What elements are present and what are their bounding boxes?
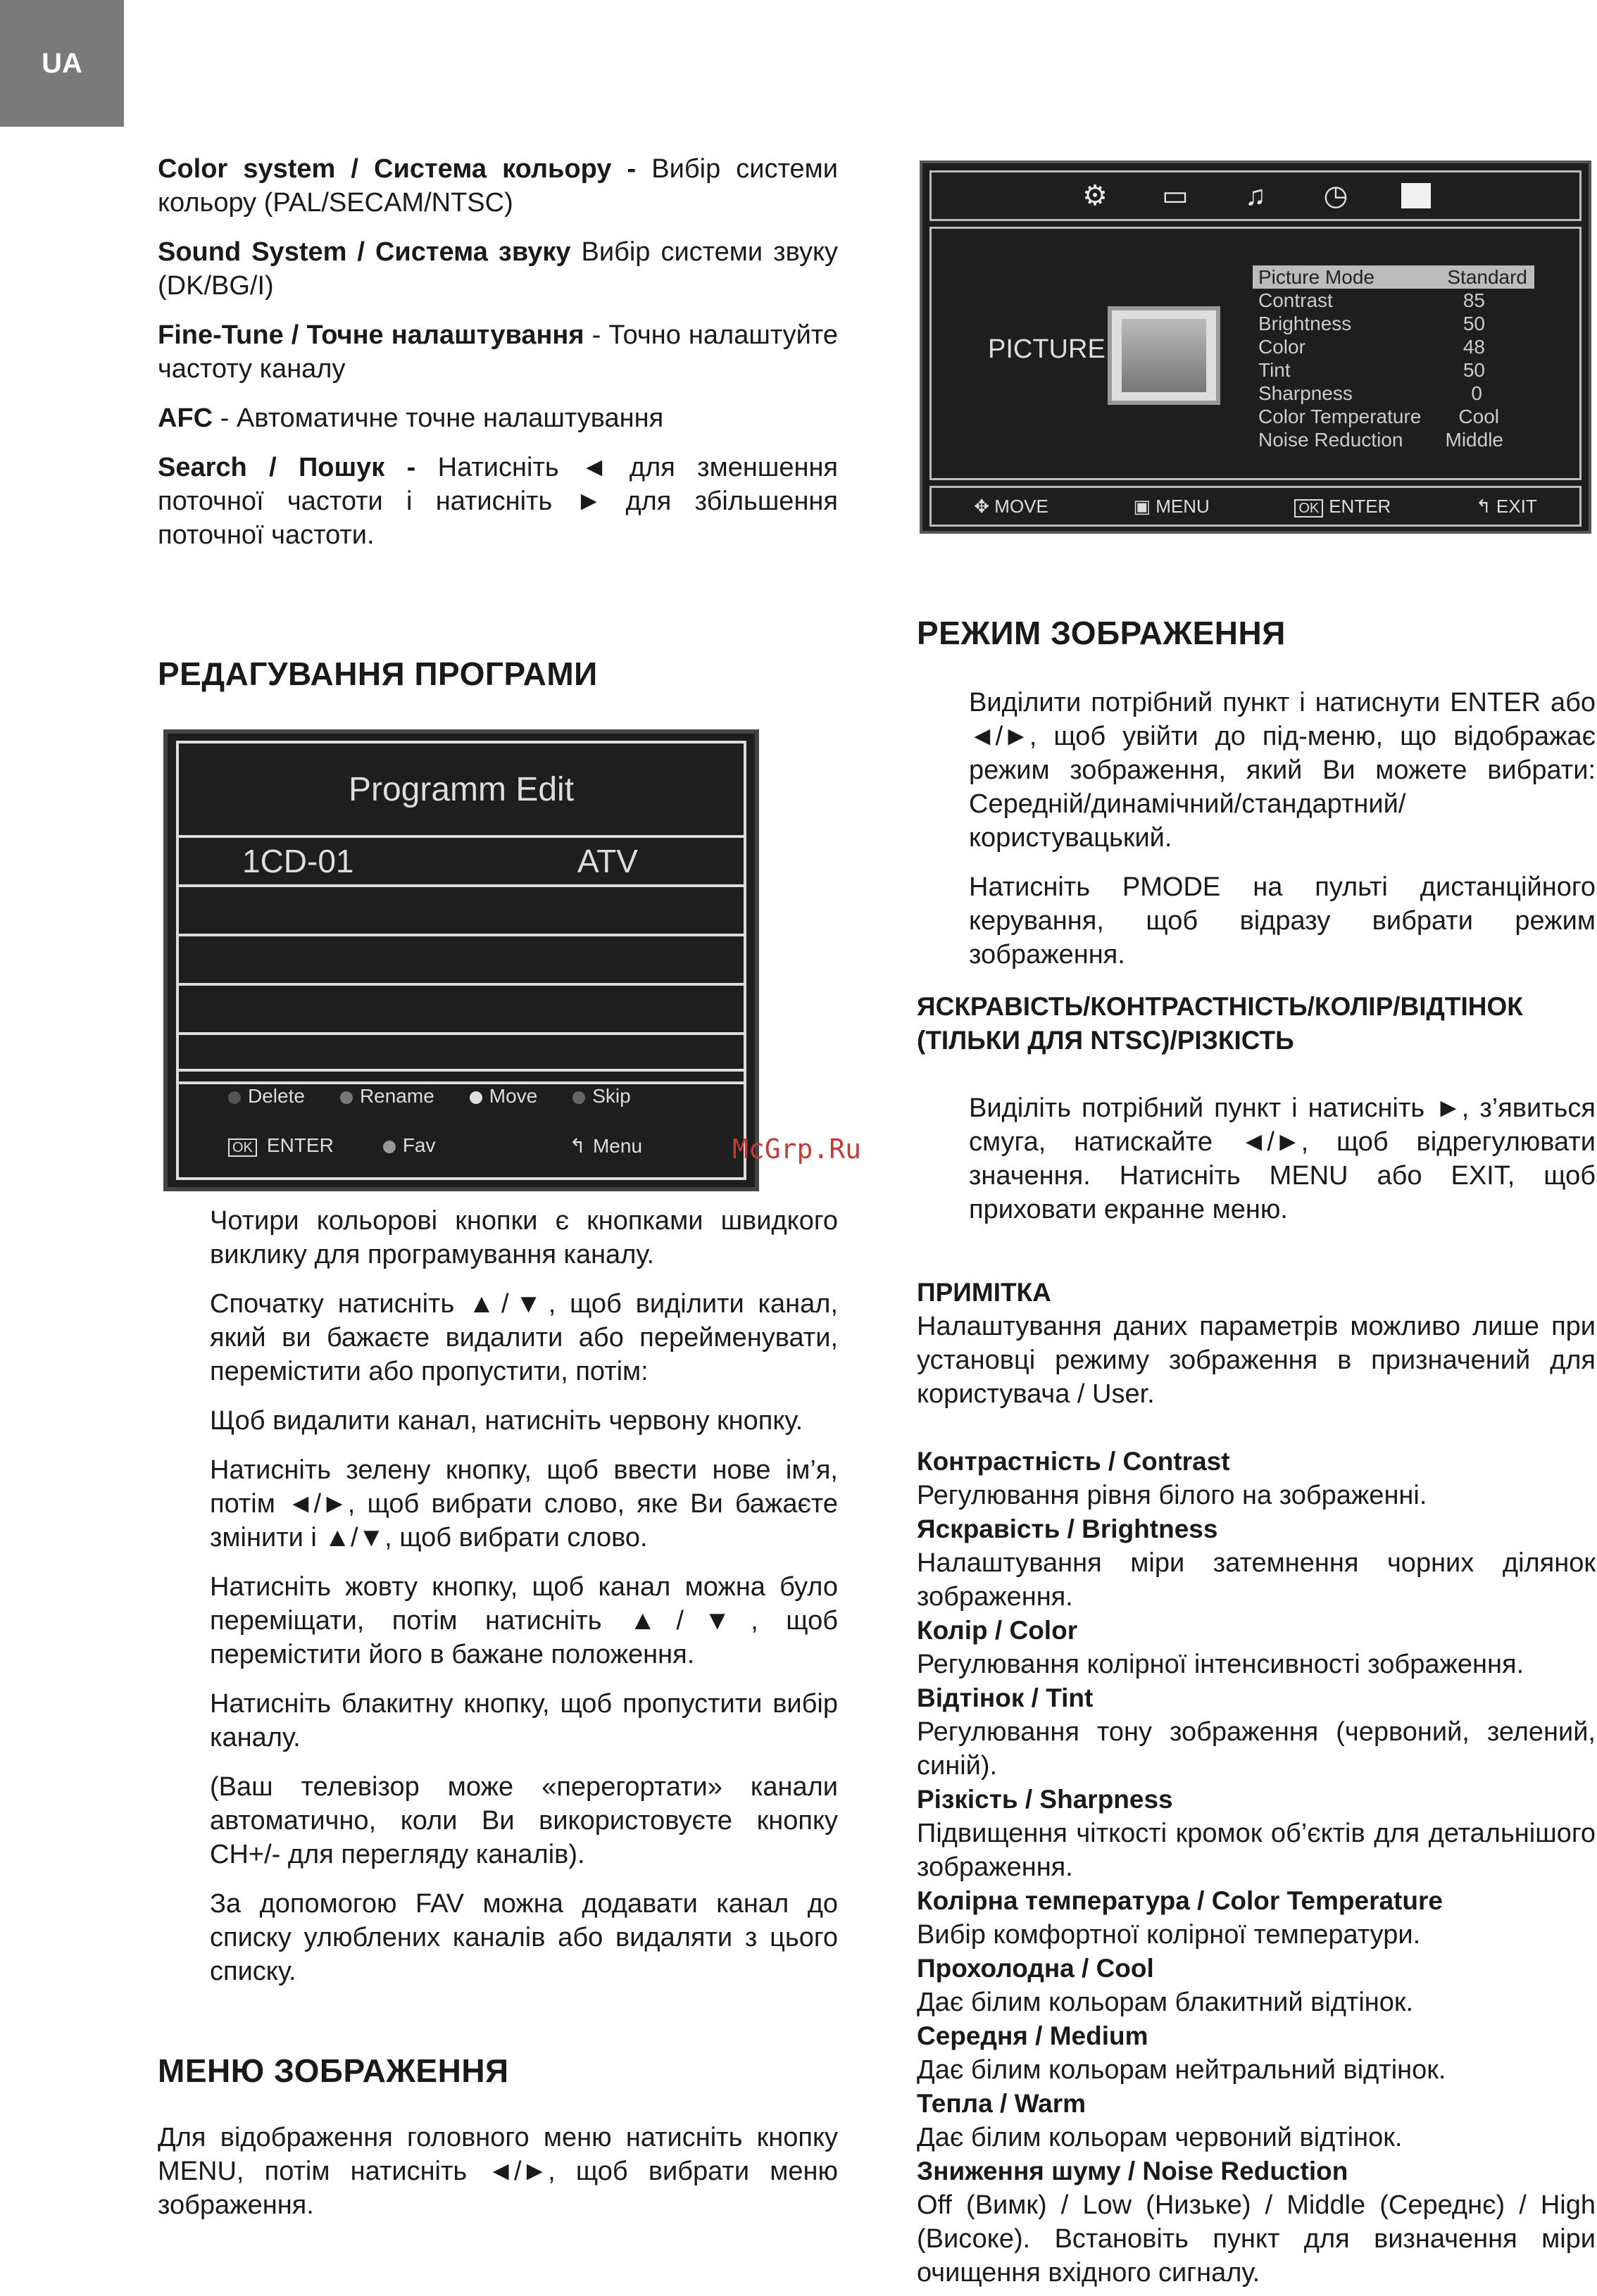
definition-text: Off (Вимк) / Low (Низьке) / Middle (Середнє) / High (Високе). Встановіть пункт для визначення міри очищення вхідного сигналу.	[917, 2190, 1596, 2288]
empty-row	[179, 887, 744, 936]
return-icon: ↰	[569, 1134, 586, 1157]
fav-icon	[383, 1141, 396, 1153]
setting-row: Contrast 85	[1258, 289, 1485, 311]
delete-hint: Delete	[228, 1085, 305, 1108]
paragraph: Натисніть блакитну кнопку, щоб пропустити вибір каналу.	[210, 1689, 838, 1752]
fav-hint: Fav	[383, 1134, 436, 1157]
search-desc: Search / Пошук - Натисніть ◄ для зменшення поточної частоти і натисніть ► для збільшення поточної частоти.	[158, 453, 839, 550]
return-icon: ↰	[1475, 495, 1496, 517]
program-edit-title: Programm Edit	[179, 744, 744, 838]
menu-hint: ▣ MENU	[1133, 495, 1210, 517]
definition-text: Підвищення чіткості кромок об’єктів для детальнішого зображення.	[917, 1819, 1596, 1882]
definition-text: Регулювання тону зображення (червоний, зелений, синій).	[917, 1717, 1596, 1781]
note-heading: ПРИМІТКА	[917, 1278, 1051, 1307]
section-label: PICTURE	[988, 334, 1106, 364]
channel-name: 1CD-01	[242, 843, 354, 879]
program-edit-heading: РЕДАГУВАННЯ ПРОГРАМИ	[158, 655, 598, 692]
music-icon: ♫	[1245, 180, 1266, 211]
paragraph: За допомогою FAV можна додавати канал до списку улюблених каналів або видаляти з цього списку.	[210, 1889, 838, 1986]
settings-description	[158, 152, 838, 567]
channel-type: ATV	[577, 843, 638, 879]
setting-row: Picture Mode Standard	[1253, 265, 1534, 289]
definition-term: Прохолодна / Cool	[917, 1954, 1154, 1983]
definition-term: Середня / Medium	[917, 2021, 1148, 2050]
picture-settings-list	[1253, 265, 1534, 451]
menu-hint: ↰ Menu	[569, 1134, 643, 1157]
definition-term: Зниження шуму / Noise Reduction	[917, 2157, 1348, 2185]
program-edit-text	[158, 1204, 838, 2004]
setting-row: Color 48	[1258, 336, 1485, 358]
picture-menu-heading: МЕНЮ ЗОБРАЖЕННЯ	[158, 2052, 509, 2089]
menu-icon-bar	[929, 170, 1582, 221]
brightness-text: Виділіть потрібний пункт і натисніть ►, з’явиться смуга, натискайте ◄/►, щоб відрегулювати значення. Натисніть MENU або EXIT, щоб приховати екранне меню.	[969, 1093, 1596, 1224]
picture-menu-footer	[929, 486, 1582, 527]
move-arrows-icon: ✥	[974, 495, 995, 517]
red-dot-icon	[228, 1091, 241, 1104]
blue-dot-icon	[572, 1091, 585, 1104]
paragraph: Виділити потрібний пункт і натиснути ENTER або ◄/►, щоб увійти до під-меню, що відображає режим зображення, який Ви можете вибрати: Середній/динамічний/стандартний/користувацький.	[969, 688, 1596, 853]
picture-menu-screen	[920, 161, 1591, 534]
exit-hint: ↰ EXIT	[1475, 495, 1537, 517]
language-tab: UA	[0, 0, 124, 127]
setting-row: Color Temperature Cool	[1258, 406, 1499, 427]
definition-text: Дає білим кольорам червоний відтінок.	[917, 2123, 1403, 2152]
definition-term: Різкість / Sharpness	[917, 1785, 1173, 1814]
definition-text: Регулювання рівня білого на зображенні.	[917, 1481, 1427, 1510]
yellow-dot-icon	[470, 1091, 482, 1104]
program-edit-screen	[163, 729, 759, 1191]
definition-text: Налаштування міри затемнення чорних ділянок зображення.	[917, 1548, 1596, 1612]
green-dot-icon	[340, 1091, 353, 1104]
picture-thumbnail	[1108, 306, 1220, 405]
enter-hint: OK ENTER	[228, 1134, 334, 1157]
note-block	[917, 1276, 1596, 1411]
picture-mode-text	[917, 686, 1596, 987]
program-edit-footer	[179, 1069, 744, 1177]
empty-row	[179, 936, 744, 986]
fine-tune-desc: Fine-Tune / Точне налаштування - Точно налаштуйте частоту каналу	[158, 320, 838, 384]
paragraph: Натисніть PMODE на пульті дистанційного керування, щоб відразу вибрати режим зображення.	[969, 872, 1596, 970]
picture-mode-heading: РЕЖИМ ЗОБРАЖЕННЯ	[917, 615, 1286, 651]
definition-text: Дає білим кольорам нейтральний відтінок.	[917, 2055, 1446, 2085]
paragraph: Натисніть зелену кнопку, щоб ввести нове ім’я, потім ◄/►, щоб вибрати слово, яке Ви бажаєте змінити і ▲/▼, щоб вибрати слово.	[210, 1455, 838, 1552]
sound-system-desc: Sound System / Система звуку Вибір системи звуку (DK/BG/I)	[158, 237, 838, 301]
move-hint: Move	[470, 1085, 537, 1108]
paragraph: Чотири кольорові кнопки є кнопками швидкого виклику для програмування каналу.	[210, 1206, 838, 1269]
definition-term: Яскравість / Brightness	[917, 1514, 1218, 1543]
definition-text: Вибір комфортної колірної температури.	[917, 1920, 1421, 1950]
picture-tab-icon	[1401, 180, 1432, 211]
definitions-list	[917, 1445, 1596, 2290]
watermark: McGrp.Ru	[732, 1134, 862, 1165]
color-system-desc: Color system / Система кольору - Вибір системи кольору (PAL/SECAM/NTSC)	[158, 154, 838, 218]
definition-term: Колір / Color	[917, 1616, 1078, 1645]
ok-icon: OK	[1294, 499, 1323, 517]
gear-icon: ⚙	[1082, 180, 1108, 211]
definition-text: Дає білим кольорам блакитний відтінок.	[917, 1988, 1414, 2017]
definition-term: Колірна температура / Color Temperature	[917, 1886, 1443, 1915]
definition-term: Тепла / Warm	[917, 2089, 1086, 2118]
paragraph: Спочатку натисніть ▲/▼, щоб виділити канал, який ви бажаєте видалити або перейменувати, перемістити або пропустити, потім:	[210, 1289, 838, 1386]
rename-hint: Rename	[340, 1085, 434, 1108]
monitor-icon: ▭	[1162, 180, 1189, 211]
afc-desc: AFC - Автоматичне точне налаштування	[158, 403, 664, 433]
brightness-heading: ЯСКРАВІСТЬ/КОНТРАСТНІСТЬ/КОЛІР/ВІДТІНОК (ТІЛЬКИ ДЛЯ NTSC)/РІЗКІСТЬ	[917, 992, 1523, 1055]
setting-row: Sharpness 0	[1258, 382, 1482, 404]
definition-term: Відтінок / Tint	[917, 1683, 1094, 1712]
paragraph: (Ваш телевізор може «перегортати» канали автоматично, коли Ви використовуєте кнопку CH+/- для перегляду каналів).	[210, 1772, 838, 1869]
move-hint: ✥ MOVE	[974, 495, 1048, 517]
paragraph: Натисніть жовту кнопку, щоб канал можна було переміщати, потім натисніть ▲/▼, щоб перемістити його в бажане положення.	[210, 1572, 838, 1669]
ok-icon: OK	[228, 1138, 257, 1157]
channel-row	[179, 838, 744, 887]
clock-icon: ◷	[1323, 180, 1348, 211]
picture-menu-text: Для відображення головного меню натисніть кнопку MENU, потім натисніть ◄/►, щоб вибрати меню зображення.	[158, 2123, 838, 2220]
picture-settings-panel	[929, 227, 1582, 480]
definition-text: Регулювання колірної інтенсивності зображення.	[917, 1650, 1524, 1679]
skip-hint: Skip	[572, 1085, 630, 1108]
setting-row: Noise Reduction Middle	[1258, 429, 1503, 451]
note-text: Налаштування даних параметрів можливо лише при установці режиму зображення в призначений для користувача / User.	[917, 1312, 1596, 1409]
setting-row: Tint 50	[1258, 359, 1485, 381]
empty-row	[179, 986, 744, 1035]
paragraph: Щоб видалити канал, натисніть червону кнопку.	[210, 1406, 803, 1436]
menu-icon: ▣	[1133, 495, 1156, 517]
setting-row: Brightness 50	[1258, 313, 1485, 334]
definition-term: Контрастність / Contrast	[917, 1447, 1230, 1476]
enter-hint: OK ENTER	[1294, 496, 1391, 517]
